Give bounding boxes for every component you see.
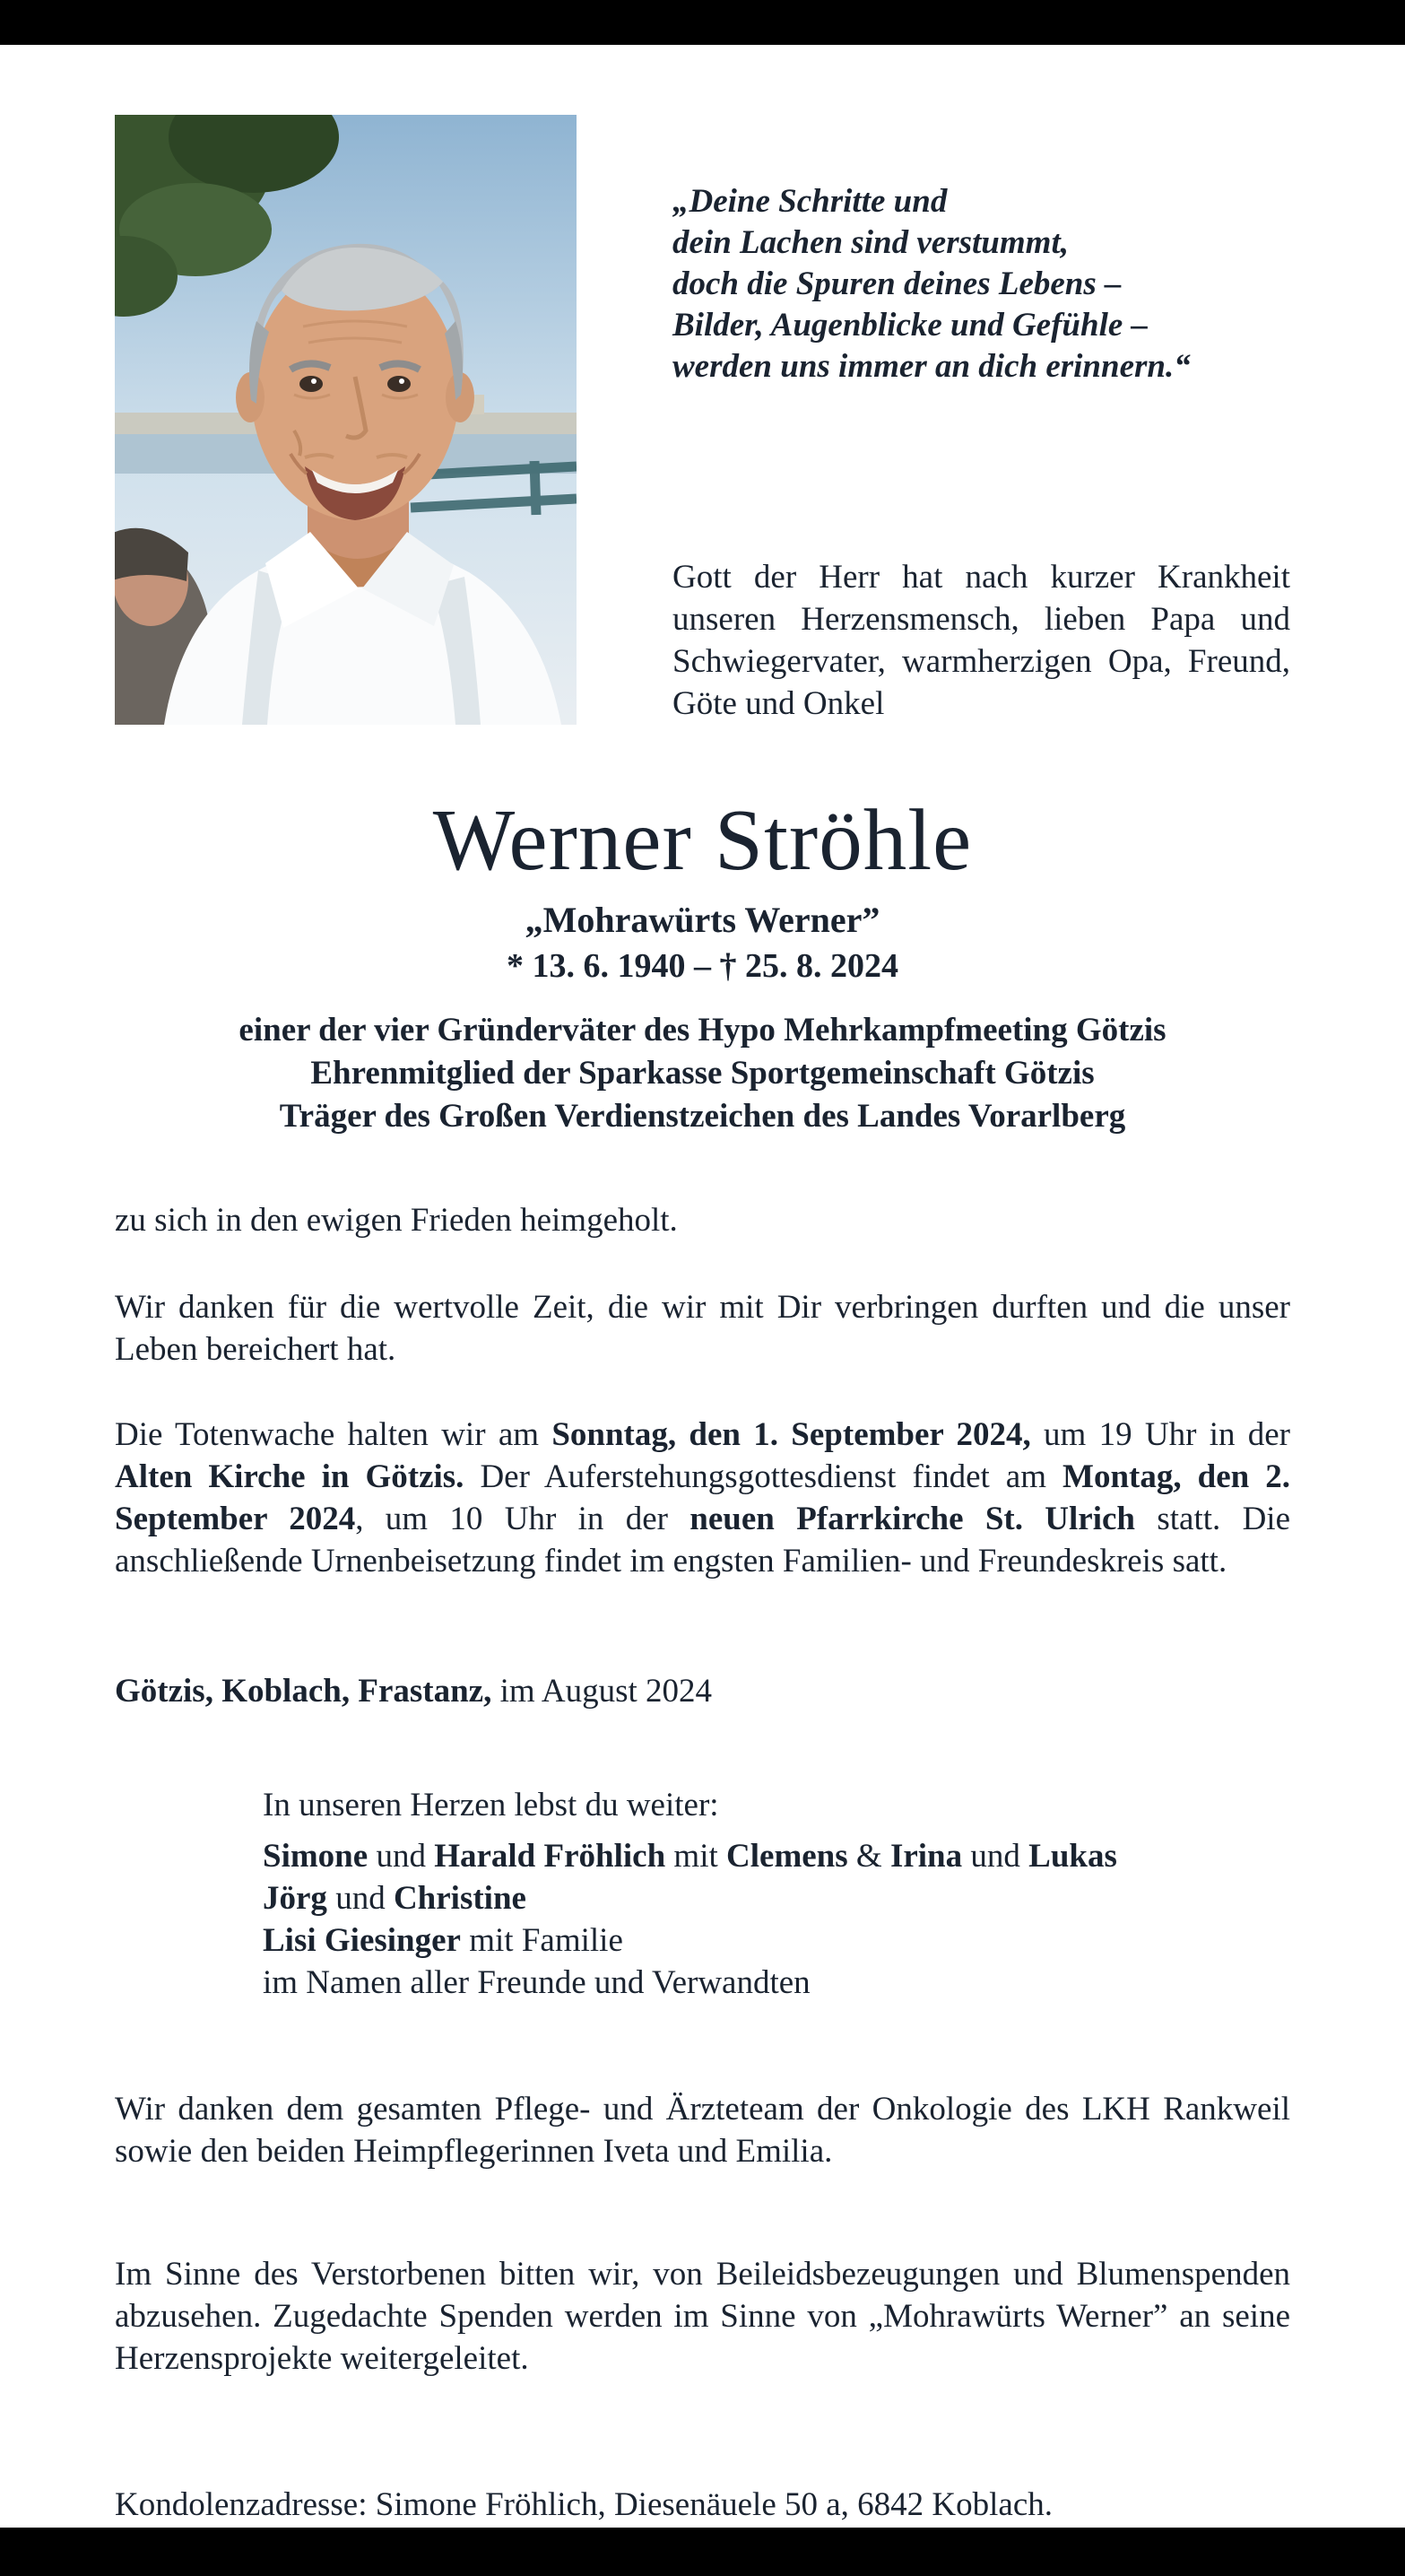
services-paragraph: Die Totenwache halten wir am Sonntag, den 1. September 2024, um 19 Uhr in der Alten Kirche in Götzis. Der Auferstehungsgottesdienst findet am Montag, den 2. September 2024, um 10 Uhr in der neuen Pfarrkirche St. Ulrich statt. Die anschließende Urnenbeisetzung findet im engsten Familien- und Freundeskreis satt. [115, 1415, 1290, 1580]
place-date-line: Götzis, Koblach, Frastanz, im August 2024 [115, 1672, 713, 1710]
hero-section [115, 115, 1290, 725]
committal-line: zu sich in den ewigen Frieden heimgeholt. [115, 1201, 678, 1239]
family-heading: In unseren Herzen lebst du weiter: [263, 1786, 719, 1823]
top-black-bar [0, 0, 1405, 45]
bottom-black-bar [0, 2528, 1405, 2576]
obituary-content [115, 115, 1290, 2526]
honors-list: einer der vier Gründerväter des Hypo Mehrkampfmeeting Götzis Ehrenmitglied der Sparkasse Sportgemeinschaft Götzis Träger des Großen Verdienstzeichen des Landes Vorarlberg [239, 1011, 1166, 1135]
deceased-nickname: „Mohrawürts Werner” [525, 899, 880, 940]
memorial-quote: „Deine Schritte und dein Lachen sind verstummt, doch die Spuren deines Lebens – Bilder, Augenblicke und Gefühle – werden uns immer an dich erinnern.“ [672, 183, 1191, 385]
portrait-illustration [115, 115, 577, 725]
medical-thanks-paragraph: Wir danken dem gesamten Pflege- und Ärzteteam der Onkologie des LKH Rankweil sowie den beiden Heimpflegerinnen Iveta und Emilia. [115, 2090, 1290, 2170]
family-section [263, 1784, 1290, 2004]
intro-paragraph: Gott der Herr hat nach kurzer Krankheit unseren Herzensmensch, lieben Papa und Schwiegervater, warmherzigen Opa, Freund, Göte und Onkel [672, 559, 1290, 722]
deceased-name: Werner Ströhle [432, 792, 973, 888]
donations-paragraph: Im Sinne des Verstorbenen bitten wir, von Beileidsbezeugungen und Blumenspenden abzusehen. Zugedachte Spenden werden im Sinne von „Mohrawürts Werner” an seine Herzensprojekte weitergeleitet. [115, 2255, 1290, 2377]
gratitude-paragraph: Wir danken für die wertvolle Zeit, die wir mit Dir verbringen durften und die unser Leben bereichert hat. [115, 1288, 1290, 1368]
condolence-address: Kondolenzadresse: Simone Fröhlich, Diesenäuele 50 a, 6842 Koblach. [115, 2485, 1054, 2523]
life-dates: * 13. 6. 1940 – † 25. 8. 2024 [507, 946, 898, 985]
hero-right-column [672, 115, 1290, 725]
family-lines: Simone und Harald Fröhlich mit Clemens & Irina und Lukas Jörg und Christine Lisi Giesinger mit Familie im Namen aller Freunde und Verwandten [263, 1837, 1117, 2001]
portrait-photo [115, 115, 577, 725]
